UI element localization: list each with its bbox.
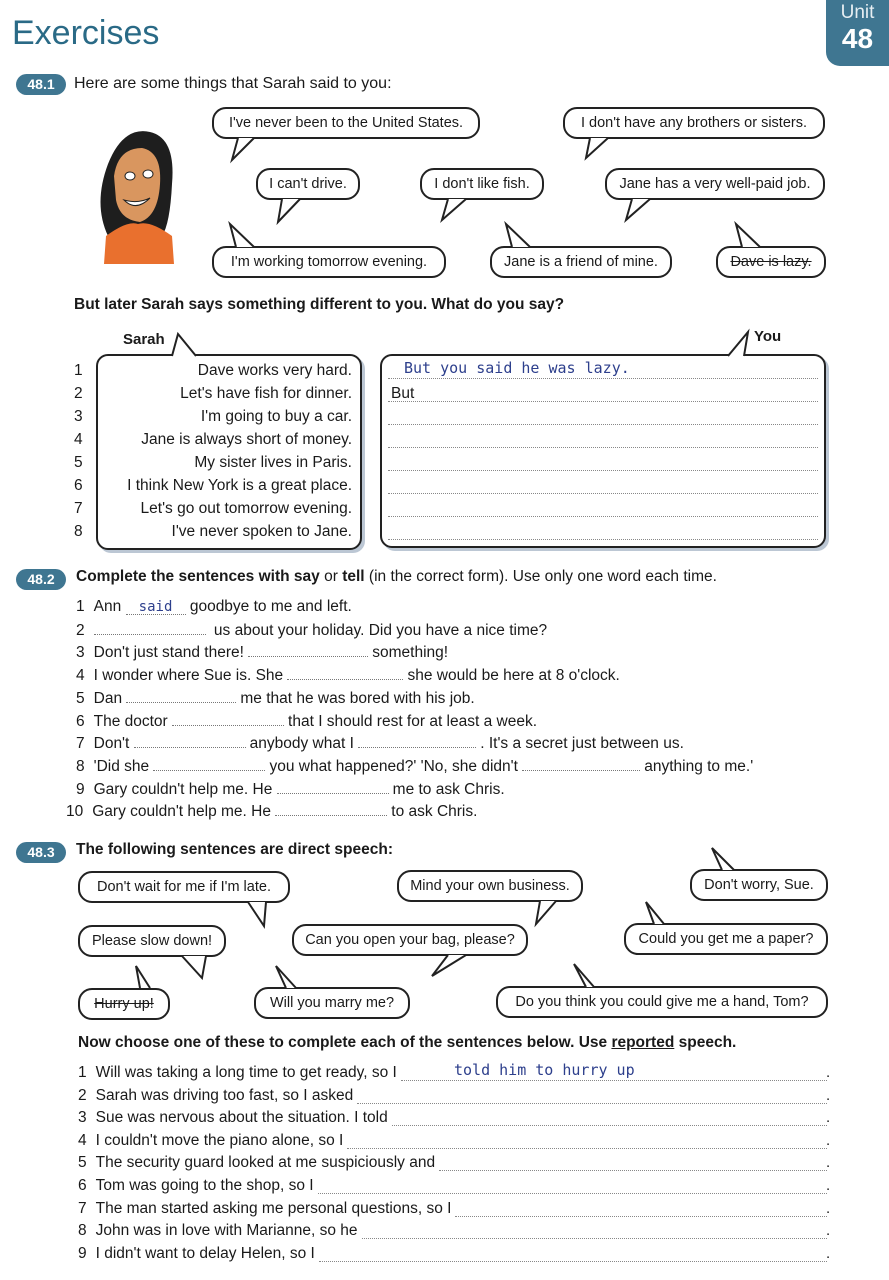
answer-line[interactable] [388,470,818,471]
ex2-item [76,712,537,731]
ex2-item [76,689,475,708]
exercise-badge-48-3: 48.3 [16,842,66,863]
speech-bubble-give-hand: Do you think you could give me a hand, Tom? [496,986,828,1018]
ex3-item [78,1177,314,1195]
ex3-item-number: 7 [78,1199,87,1217]
speech-bubble-open-bag: Can you open your bag, please? [292,924,528,956]
ex2-text: 'Did she [93,757,154,775]
or-word: or [319,568,343,585]
ex3-item-number: 5 [78,1154,87,1172]
ex3-text: Will was taking a long time to get ready, so I [95,1064,397,1081]
ex2-blank[interactable] [248,643,368,657]
you-answers-box [380,354,826,548]
box-tails [0,320,889,360]
reported-word: reported [611,1034,675,1051]
ex2-blank[interactable] [153,757,265,771]
ex2-text: Don't just stand there! [93,644,249,662]
ex2-item-number: 8 [76,757,85,775]
ex2-text: I wonder where Sue is. She [93,667,288,685]
speech-bubble-marry-me: Will you marry me? [254,987,410,1019]
ex2-item-number: 2 [76,621,85,639]
ex3-period: . [826,1154,831,1172]
page-title: Exercises [12,14,160,52]
ex2-item [76,643,448,662]
ex3-item [78,1222,358,1240]
answer-line[interactable] [388,516,818,517]
ex2-item-number: 10 [66,803,84,821]
you-label: You [754,328,782,345]
ex2-instruction-b: (in the correct form). Use only one word each time. [364,568,717,585]
ex2-text: anything to me.' [644,757,754,775]
ex2-item [76,666,620,685]
ex3-answer-handwritten: told him to hurry up [454,1061,635,1079]
ex2-item [66,802,477,821]
ex2-item-number: 6 [76,712,85,730]
ex2-blank[interactable] [126,689,236,703]
ex2-text: to ask Chris. [391,803,478,821]
ex3-item-number: 1 [78,1064,87,1081]
ex3-item [78,1132,343,1150]
ex3-item-number: 4 [78,1131,87,1149]
answer-line[interactable] [388,424,818,425]
sarah-statement: Let's go out tomorrow evening. [140,500,352,517]
ex1-row-number: 6 [74,477,83,494]
ex3-instruction: The following sentences are direct speech: [76,841,393,858]
ex2-item-number: 4 [76,667,85,685]
ex2-text: that I should rest for at least a week. [288,712,538,730]
ex2-item [76,780,505,799]
ex3-answer-line[interactable] [362,1238,827,1239]
sarah-statement: Jane is always short of money. [141,431,352,448]
speech-bubble-jane-friend: Jane is a friend of mine. [490,246,672,278]
now-a: Now choose one of these to complete each of the sentences below. Use [78,1034,612,1051]
ex3-item [78,1109,388,1127]
ex3-item [78,1200,451,1218]
ex3-item [78,1064,397,1082]
ex3-answer-line[interactable] [401,1080,827,1081]
ex2-text: Dan [93,689,127,707]
ex3-text: Sue was nervous about the situation. I told [95,1109,388,1127]
ex3-item-number: 2 [78,1086,87,1104]
speech-bubble-dont-wait: Don't wait for me if I'm late. [78,871,290,903]
sarah-statement: Let's have fish for dinner. [180,385,352,402]
speech-bubble-never-been-us: I've never been to the United States. [212,107,480,139]
ex3-period: . [826,1177,831,1194]
ex2-text: Ann [93,598,126,615]
ex1-row-number: 3 [74,408,83,425]
ex3-now-instruction [78,1034,736,1052]
ex3-period: . [826,1131,831,1149]
answer-line[interactable] [388,447,818,448]
ex3-item [78,1087,353,1105]
ex2-text: goodbye to me and left. [189,598,352,615]
ex2-item-number: 1 [76,598,85,615]
ex3-answer-line[interactable] [347,1148,827,1149]
ex1-row-number: 7 [74,500,83,517]
ex2-instruction [76,568,717,586]
ex3-answer-line[interactable] [318,1193,827,1194]
answer-line[interactable] [388,378,818,379]
speech-bubble-jane-job: Jane has a very well-paid job. [605,168,825,200]
ex3-text: John was in love with Marianne, so he [95,1222,358,1240]
ex2-blank[interactable] [277,780,389,794]
ex2-text: me to ask Chris. [392,780,505,798]
tell-word: tell [342,568,365,585]
ex2-text: The doctor [93,712,173,730]
ex1-question: But later Sarah says something different to you. What do you say? [74,296,565,313]
ex3-text: Sarah was driving too fast, so I asked [95,1086,354,1104]
ex3-period: . [826,1199,831,1217]
ex2-text: Don't [93,735,134,753]
ex3-text: Tom was going to the shop, so I [95,1177,314,1194]
speech-bubble-dont-like-fish: I don't like fish. [420,168,544,200]
ex3-answer-line[interactable] [357,1103,827,1104]
ex2-blank[interactable] [275,802,387,816]
speech-bubble-hurry-up: Hurry up! [78,988,170,1020]
ex3-item-number: 3 [78,1109,87,1127]
ex3-item [78,1154,435,1172]
speech-bubble-working-tomorrow: I'm working tomorrow evening. [212,246,446,278]
answer-line[interactable] [388,493,818,494]
ex2-instruction-a: Complete the sentences with [76,568,294,585]
ex2-text: Gary couldn't help me. He [93,780,277,798]
ex3-answer-line[interactable] [319,1261,827,1262]
ex3-text: I didn't want to delay Helen, so I [95,1244,315,1262]
ex2-item [76,757,753,776]
ex2-blank[interactable] [522,757,640,771]
now-b: speech. [674,1034,737,1051]
sarah-statement: My sister lives in Paris. [194,454,352,471]
ex1-instruction: Here are some things that Sarah said to you: [74,75,392,92]
ex3-period: . [826,1086,831,1104]
ex2-item [76,598,352,616]
ex3-answer-line[interactable] [439,1170,827,1171]
answer-line[interactable] [388,401,818,402]
say-word: say [293,568,320,585]
ex3-answer-line[interactable] [392,1125,827,1126]
ex2-item [76,734,684,753]
speech-bubble-get-paper: Could you get me a paper? [624,923,828,955]
sarah-statement: Dave works very hard. [197,362,352,379]
ex2-blank[interactable] [358,734,476,748]
ex1-row-number: 2 [74,385,83,402]
ex3-period: . [826,1244,831,1262]
ex3-item-number: 6 [78,1177,87,1194]
speech-bubble-mind-business: Mind your own business. [397,870,583,902]
ex3-period: . [826,1064,831,1081]
speech-bubble-cant-drive: I can't drive. [256,168,360,200]
sarah-statement: I'm going to buy a car. [200,408,352,425]
unit-label: Unit [840,2,875,23]
speech-bubble-no-brothers: I don't have any brothers or sisters. [563,107,825,139]
answer-2-prefix: But [391,385,415,402]
ex1-row-number: 5 [74,454,83,471]
sarah-label: Sarah [123,331,165,348]
ex3-period: . [826,1109,831,1127]
speech-bubble-dave-lazy: Dave is lazy. [716,246,826,278]
ex2-blank[interactable] [94,621,206,635]
ex2-answer-handwritten: said [126,599,186,615]
ex3-text: The security guard looked at me suspiciously and [95,1154,436,1172]
ex1-row-number: 4 [74,431,83,448]
ex2-text: she would be here at 8 o'clock. [407,667,620,685]
sarah-statement: I've never spoken to Jane. [171,523,352,540]
ex2-item-number: 3 [76,644,85,662]
ex3-answer-line[interactable] [455,1216,827,1217]
ex2-item-number: 9 [76,780,85,798]
ex2-text: us about your holiday. Did you have a nice time? [209,621,548,639]
ex1-bubble-tails [0,0,889,300]
ex3-item-number: 8 [78,1222,87,1240]
speech-bubble-slow-down: Please slow down! [78,925,226,957]
exercise-badge-48-1: 48.1 [16,74,66,95]
ex2-item [76,621,547,640]
ex3-period: . [826,1222,831,1240]
ex2-item-number: 5 [76,689,85,707]
unit-number: 48 [841,23,874,54]
ex2-item-number: 7 [76,735,85,753]
ex2-text: me that he was bored with his job. [240,689,475,707]
ex2-blank[interactable] [172,712,284,726]
sarah-statements-box [96,354,362,550]
ex2-text: anybody what I [249,735,359,753]
ex3-item-number: 9 [78,1244,87,1262]
exercise-badge-48-2: 48.2 [16,569,66,590]
ex3-text: I couldn't move the piano alone, so I [95,1131,344,1149]
answer-line[interactable] [388,539,818,540]
ex3-item [78,1245,315,1263]
ex3-text: The man started asking me personal questions, so I [95,1199,452,1217]
speech-bubble-dont-worry: Don't worry, Sue. [690,869,828,901]
ex2-blank[interactable] [287,666,403,680]
ex3-bubble-tails [0,840,889,1040]
ex2-text: Gary couldn't help me. He [92,803,276,821]
ex2-text: . It's a secret just between us. [480,735,684,753]
sarah-statement: I think New York is a great place. [127,477,352,494]
ex2-blank[interactable] [134,734,246,748]
ex1-row-number: 1 [74,362,83,379]
answer-1-handwritten: But you said he was lazy. [404,359,630,377]
ex2-text: something! [372,644,449,662]
ex2-text: you what happened?' 'No, she didn't [269,757,523,775]
ex1-row-number: 8 [74,523,83,540]
